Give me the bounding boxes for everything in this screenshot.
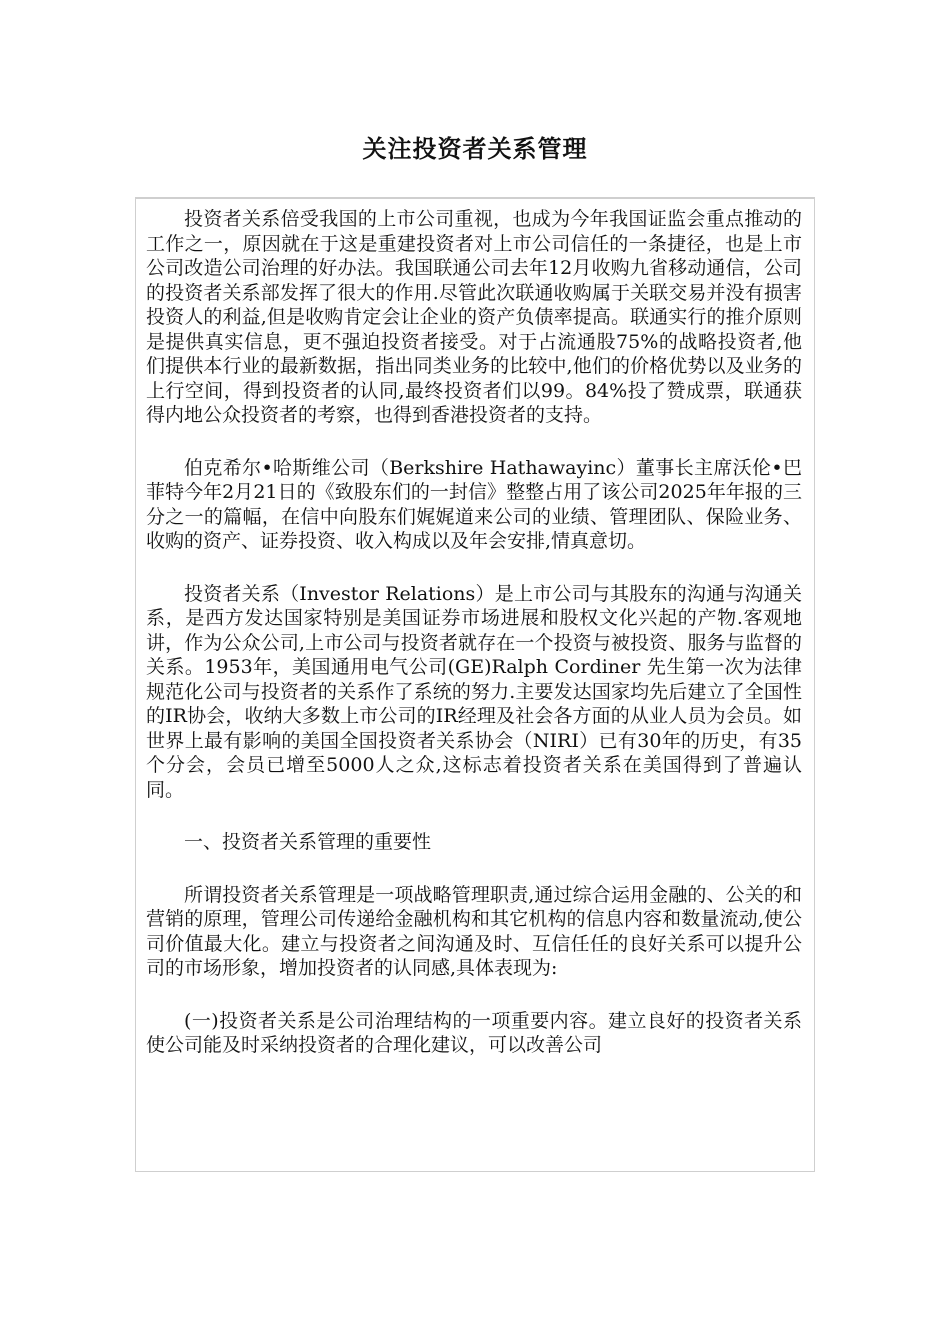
paragraph-5: (一)投资者关系是公司治理结构的一项重要内容。建立良好的投资者关系使公司能及时采纳投资者的合理化建议，可以改善公司 — [146, 1009, 802, 1056]
paragraph-1: 投资者关系倍受我国的上市公司重视，也成为今年我国证监会重点推动的工作之一，原因就在于这是重建投资者对上市公司信任的一条捷径，也是上市公司改造公司治理的好办法。我国联通公司去年12月收购九省移动通信，公司的投资者关系部发挥了很大的作用.尽管此次联通收购属于关联交易并没有损害投资人的利益,但是收购肯定会让企业的资产负债率提高。联通实行的推介原则是提供真实信息，更不强迫投资者接受。对于占流通股75%的战略投资者,他们提供本行业的最新数据，指出同类业务的比较中,他们的价格优势以及业务的上行空间，得到投资者的认同,最终投资者们以99。84%投了赞成票，联通获得内地公众投资者的考察，也得到香港投资者的支持。 — [146, 208, 802, 426]
page-title: 关注投资者关系管理 — [362, 134, 588, 163]
paragraph-2: 伯克希尔•哈斯维公司（Berkshire Hathawayinc）董事长主席沃伦•巴菲特今年2月21日的《致股东们的一封信》整整占用了该公司2025年年报的三分之一的篇幅，在信中向股东们娓娓道来公司的业绩、管理团队、保险业务、收购的资产、证券投资、收入构成以及年会安排,情真意切。 — [146, 456, 802, 552]
paragraph-4: 所谓投资者关系管理是一项战略管理职责,通过综合运用金融的、公关的和营销的原理，管理公司传递给金融机构和其它机构的信息内容和数量流动,使公司价值最大化。建立与投资者之间沟通及时、互信任任的良好关系可以提升公司的市场形象，增加投资者的认同感,具体表现为: — [146, 883, 802, 979]
paragraph-3: 投资者关系（Investor Relations）是上市公司与其股东的沟通与沟通关系，是西方发达国家特别是美国证券市场进展和股权文化兴起的产物.客观地讲，作为公众公司,上市公司与投资者就存在一个投资与被投资、服务与监督的关系。1953年，美国通用电气公司(GE)Ralph Cordiner 先生第一次为法律规范化公司与投资者的关系作了系统的努力.主要发达国家均先后建立了全国性的IR协会，收纳大多数上市公司的IR经理及社会各方面的从业人员为会员。如世界上最有影响的美国全国投资者关系协会（NIRI）已有30年的历史，有35个分会，会员已增至5000人之众,这标志着投资者关系在美国得到了普遍认同。 — [146, 582, 802, 801]
article-body — [135, 197, 815, 1172]
section-heading: 一、投资者关系管理的重要性 — [184, 831, 432, 853]
